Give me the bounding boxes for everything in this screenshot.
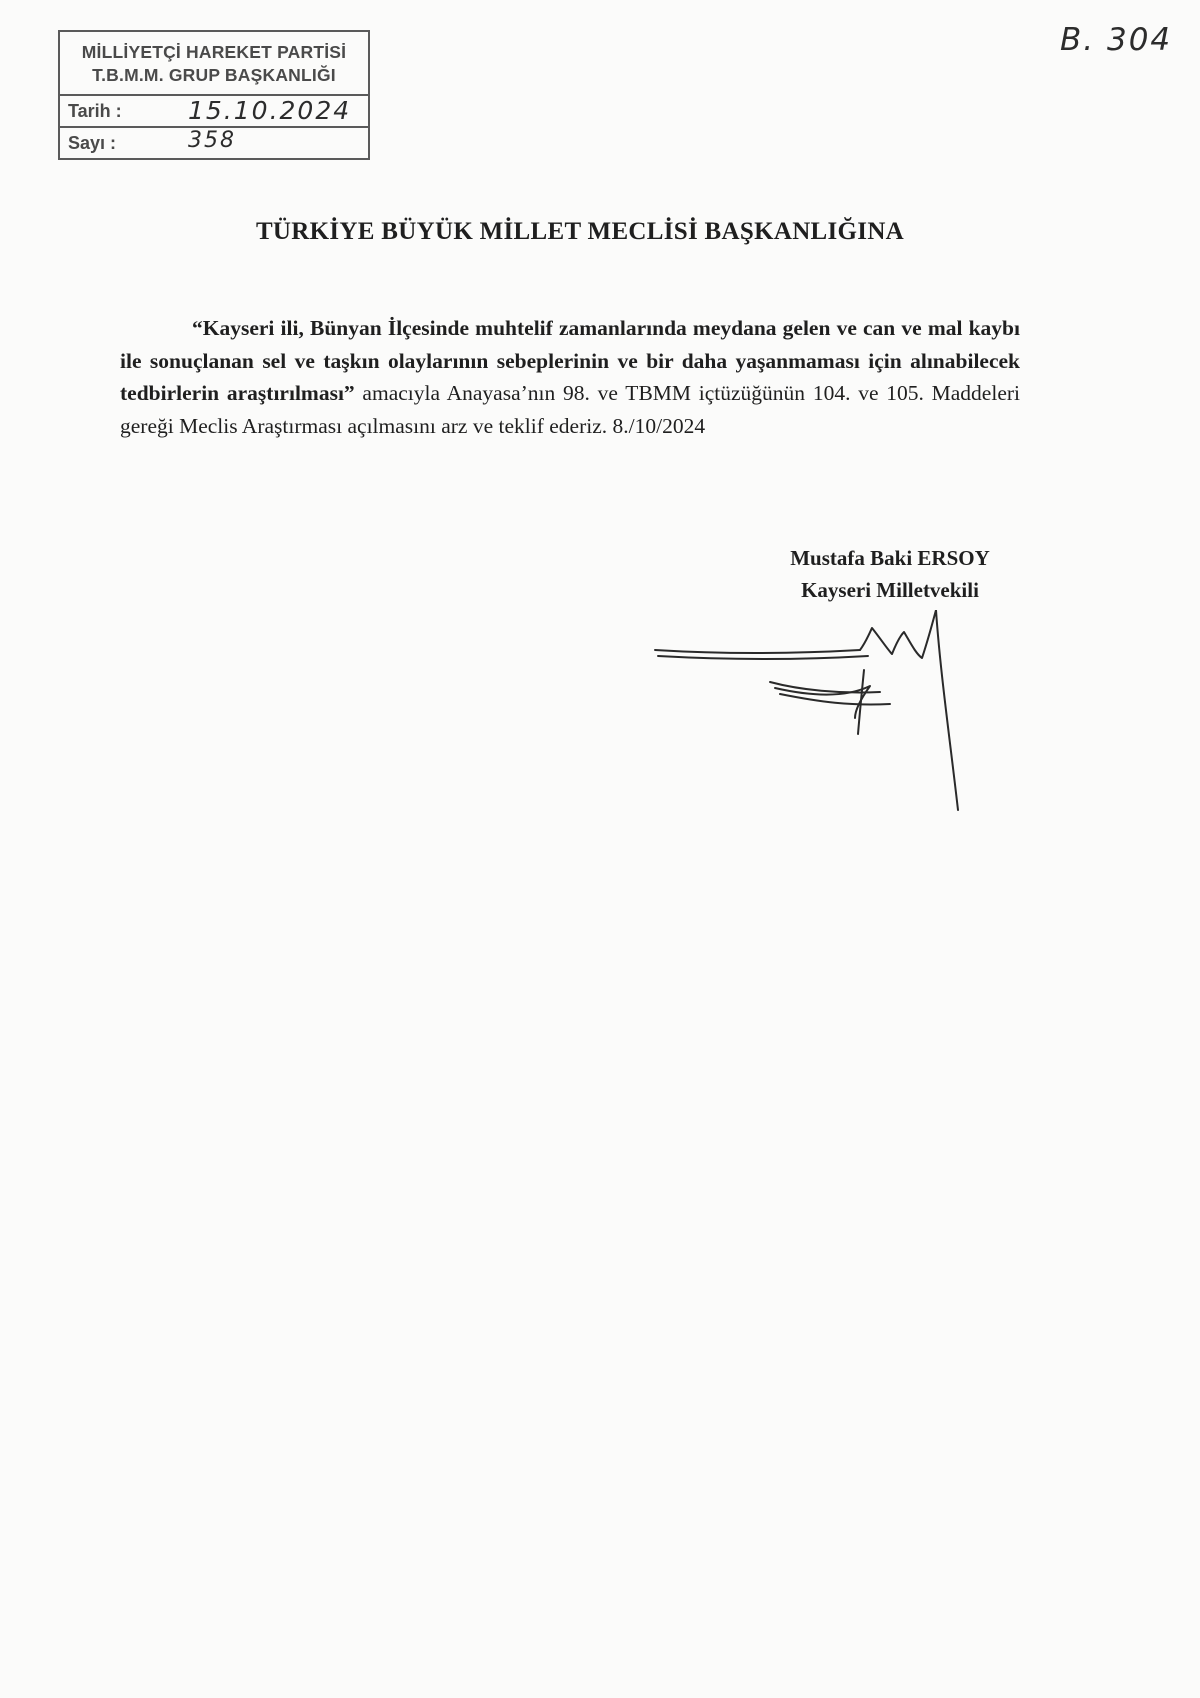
registry-stamp bbox=[58, 30, 370, 160]
stamp-date-label: Tarih : bbox=[68, 101, 122, 121]
document-title: TÜRKİYE BÜYÜK MİLLET MECLİSİ BAŞKANLIĞINA bbox=[255, 218, 905, 245]
stamp-date-value: 15.10.2024 bbox=[188, 96, 352, 125]
stamp-number-label: Sayı : bbox=[68, 133, 117, 153]
stamp-date-row bbox=[60, 94, 368, 128]
stamp-org-line2: T.B.M.M. GRUP BAŞKANLIĞI bbox=[92, 65, 336, 85]
signature-drawing bbox=[640, 610, 1040, 840]
signer-title: Kayseri Milletvekili bbox=[801, 578, 979, 602]
file-code: B. 304 bbox=[1060, 22, 1173, 58]
signer-name: Mustafa Baki ERSOY bbox=[790, 546, 990, 570]
handwritten-signature bbox=[640, 610, 1040, 840]
document-date: 8./10/2024 bbox=[612, 413, 706, 438]
body-bold-text: “Kayseri ili, Bünyan İlçesinde muhtelif zamanlarında meydana gelen ve can ve mal kaybı ile sonuçlanan sel ve taşkın olaylarının sebeplerinin ve bir daha yaşanmaması için alınabilecek tedbirlerin araştırılması” bbox=[120, 316, 1020, 405]
signer-block bbox=[720, 542, 1060, 606]
stamp-number-row bbox=[60, 126, 368, 160]
stamp-organization bbox=[60, 32, 368, 87]
stamp-org-line1: MİLLİYETÇİ HAREKET PARTİSİ bbox=[81, 42, 347, 62]
body-regular-text: amacıyla Anayasa’nın 98. ve TBMM içtüzüğünün 104. ve 105. Maddeleri gereği Meclis Araştırması açılmasını arz ve teklif ederiz. bbox=[120, 381, 1020, 438]
stamp-number-value: 358 bbox=[188, 128, 236, 153]
document-body bbox=[120, 312, 1020, 442]
